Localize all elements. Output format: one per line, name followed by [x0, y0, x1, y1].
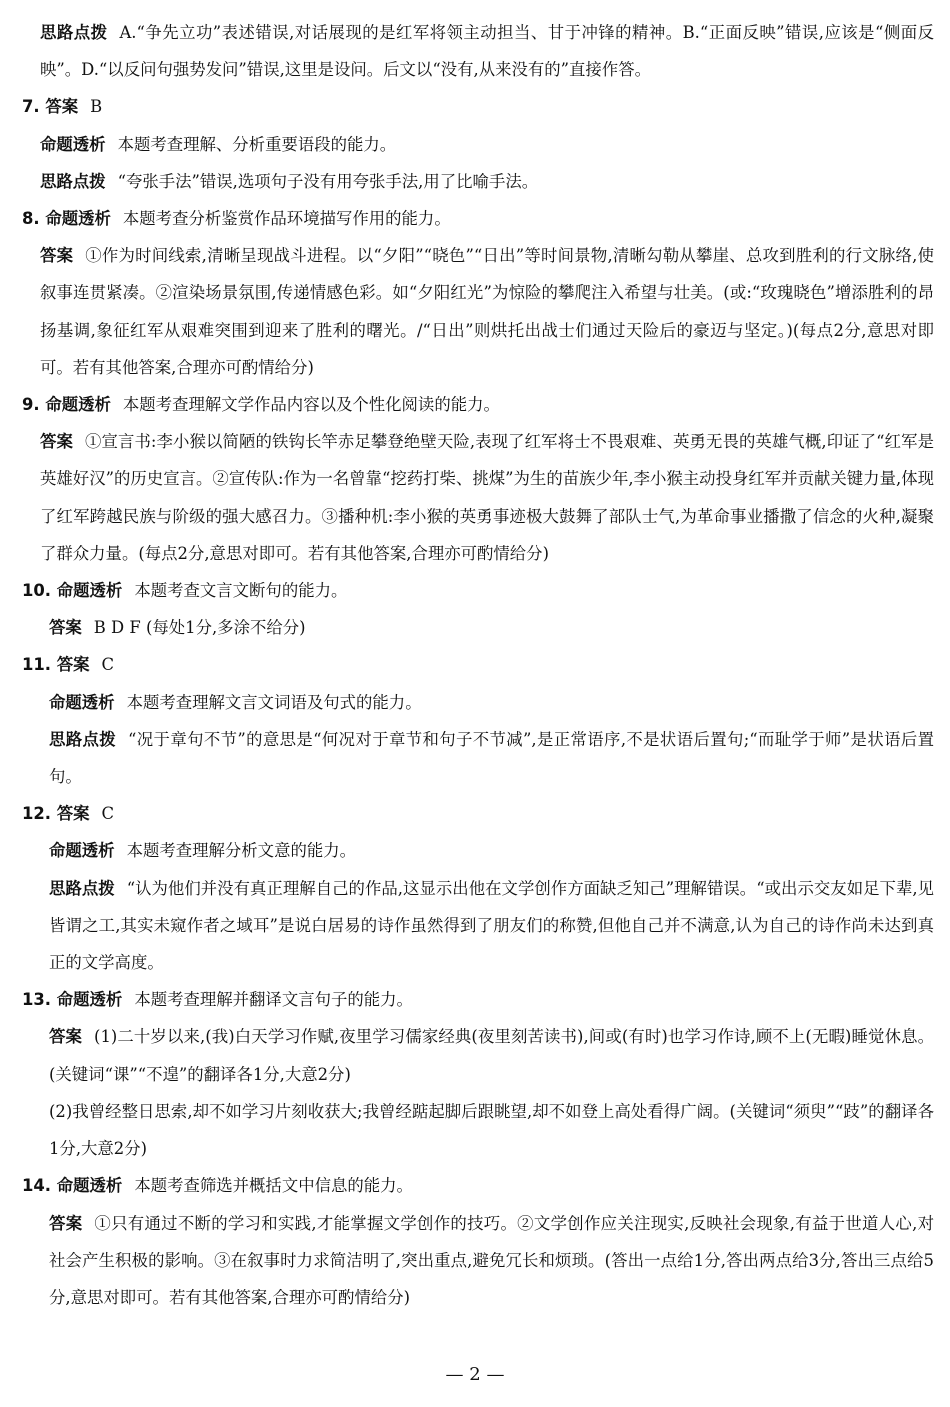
section-label: 思路点拨: [49, 878, 115, 898]
answer-line: [22, 163, 934, 200]
section-text: 本题考查筛选并概括文中信息的能力。: [134, 1176, 413, 1196]
section-label: 答案: [40, 246, 74, 266]
section-label: 答案: [45, 97, 79, 117]
section-label: 答案: [49, 1213, 83, 1233]
answer-key-page: [22, 14, 934, 1316]
answer-line: [22, 572, 934, 609]
question-number: 13.: [22, 990, 57, 1010]
answer-line: [22, 721, 934, 795]
answer-line: [22, 684, 934, 721]
section-label: 命题透析: [56, 1176, 123, 1196]
section-text: B D F (每处1分,多涂不给分): [93, 618, 306, 638]
answer-line: [22, 237, 934, 386]
section-label: 命题透析: [49, 841, 115, 861]
question-number: 8.: [22, 209, 46, 229]
question-number: 7.: [22, 97, 46, 117]
section-text: “夸张手法”错误,选项句子没有用夸张手法,用了比喻手法。: [117, 171, 539, 191]
answer-line: [22, 609, 934, 646]
section-text: 本题考查分析鉴赏作品环境描写作用的能力。: [122, 209, 451, 229]
section-text: C: [101, 655, 115, 675]
answer-line: [22, 1167, 934, 1204]
answer-line: [22, 126, 934, 163]
section-text: 本题考查理解并翻译文言句子的能力。: [134, 990, 413, 1010]
answer-line: [22, 423, 934, 572]
section-text: ①作为时间线索,清晰呈现战斗进程。以“夕阳”“晓色”“日出”等时间景物,清晰勾勒从攀崖、总攻到胜利的行文脉络,使叙事连贯紧凑。②渲染场景氛围,传递情感色彩。如“夕阳红光”为惊险的攀爬注入希望与壮美。(或:“玫瑰晓色”增添胜利的昂扬基调,象征红军从艰难突围到迎来了胜利的曙光。/“日出”则烘托出战士们通过天险后的豪迈与坚定。)(每点2分,意思对即可。若有其他答案,合理亦可酌情给分): [40, 246, 935, 377]
section-text: (1)二十岁以来,(我)白天学习作赋,夜里学习儒家经典(夜里刻苦读书),间或(有时)也学习作诗,顾不上(无暇)睡觉休息。(关键词“课”“不遑”的翻译各1分,大意2分): [49, 1027, 934, 1084]
answer-line: [22, 88, 934, 125]
section-label: 答案: [56, 804, 90, 824]
section-text: 本题考查理解、分析重要语段的能力。: [117, 134, 397, 154]
answer-line: [22, 386, 934, 423]
section-label: 答案: [49, 618, 82, 638]
section-label: 命题透析: [45, 395, 111, 415]
section-label: 命题透析: [56, 990, 123, 1010]
section-label: 思路点拨: [40, 23, 108, 42]
answer-line: [22, 646, 934, 683]
answer-line: [22, 870, 934, 982]
section-text: 本题考查理解文学作品内容以及个性化阅读的能力。: [122, 395, 500, 415]
section-label: 命题透析: [40, 134, 106, 154]
section-text: ①只有通过不断的学习和实践,才能掌握文学创作的技巧。②文学创作应关注现实,反映社会现象,有益于世道人心,对社会产生积极的影响。③在叙事时力求简洁明了,突出重点,避免冗长和烦琐。(答出一点给1分,答出两点给3分,答出三点给5分,意思对即可。若有其他答案,合理亦可酌情给分): [49, 1213, 935, 1307]
section-text: “况于章句不节”的意思是“何况对于章节和句子不节减”,是正常语序,不是状语后置句;“而耻学于师”是状语后置句。: [49, 729, 934, 787]
section-label: 思路点拨: [49, 729, 117, 749]
question-number: 12.: [22, 804, 57, 824]
answer-line: [22, 795, 934, 832]
section-text: A.“争先立功”表述错误,对话展现的是红军将领主动担当、甘于冲锋的精神。B.“正面反映”错误,应该是“侧面反映”。D.“以反问句强势发问”错误,这里是设问。后文以“没有,从来没有的”直接作答。: [40, 23, 934, 80]
section-label: 思路点拨: [40, 171, 106, 191]
question-number: 10.: [22, 581, 57, 601]
answer-line: [22, 832, 934, 869]
answer-line: [22, 1093, 934, 1167]
section-text: 本题考查理解分析文意的能力。: [126, 841, 357, 861]
answer-line: [22, 1018, 934, 1092]
question-number: 14.: [22, 1176, 57, 1196]
section-text: ①宣言书:李小猴以简陋的铁钩长竿赤足攀登绝壁天险,表现了红军将士不畏艰难、英勇无畏的英雄气概,印证了“红军是英雄好汉”的历史宣言。②宣传队:作为一名曾靠“挖药打柴、挑煤”为生的苗族少年,李小猴主动投身红军并贡献关键力量,体现了红军跨越民族与阶级的强大感召力。③播种机:李小猴的英勇事迹极大鼓舞了部队士气,为革命事业播撒了信念的火种,凝聚了群众力量。(每点2分,意思对即可。若有其他答案,合理亦可酌情给分): [40, 432, 934, 563]
answer-line: [22, 14, 934, 88]
page-number: — 2 —: [445, 1364, 505, 1385]
section-label: 命题透析: [49, 692, 115, 712]
section-text: (2)我曾经整日思索,却不如学习片刻收获大;我曾经踮起脚后跟眺望,却不如登上高处看得广阔。(关键词“须臾”“跂”的翻译各1分,大意2分): [49, 1101, 934, 1159]
section-label: 答案: [40, 432, 73, 452]
answer-line: [22, 981, 934, 1018]
answer-line: [22, 200, 934, 237]
answer-line: [22, 1205, 934, 1317]
question-number: 9.: [22, 395, 46, 415]
section-text: 本题考查文言文断句的能力。: [134, 581, 348, 601]
section-label: 命题透析: [56, 581, 123, 601]
section-label: 答案: [56, 655, 90, 675]
section-text: B: [90, 97, 103, 117]
section-text: 本题考查理解文言文词语及句式的能力。: [126, 692, 422, 712]
section-text: C: [101, 804, 115, 824]
question-number: 11.: [22, 655, 57, 675]
section-label: 答案: [49, 1027, 83, 1047]
section-label: 命题透析: [45, 209, 111, 229]
section-text: “认为他们并没有真正理解自己的作品,这显示出他在文学创作方面缺乏知己”理解错误。“或出示交友如足下辈,见皆谓之工,其实未窥作者之域耳”是说白居易的诗作虽然得到了朋友们的称赞,但他自己并不满意,认为自己的诗作尚未达到真正的文学高度。: [49, 878, 935, 973]
